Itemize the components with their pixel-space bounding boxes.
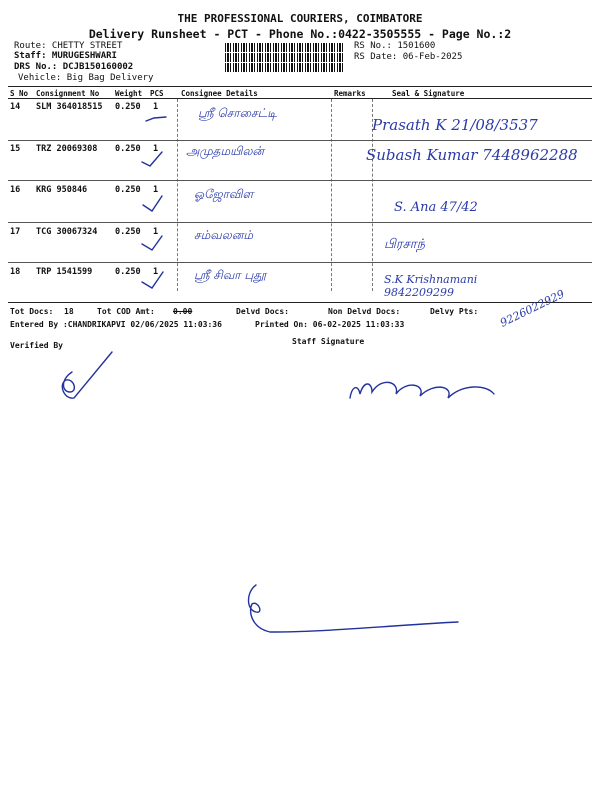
row-consignee-handwritten: சம்வலனம் [194, 228, 254, 242]
route-label: Route: CHETTY STREET [14, 41, 123, 51]
row-consignee-handwritten: ஸ்ரீ சொசைட்டி [198, 106, 277, 120]
row-weight: 0.250 [115, 185, 141, 195]
row-consignment: KRG 950846 [36, 185, 88, 195]
tick-mark [146, 117, 166, 121]
row-sno: 14 [10, 102, 21, 112]
staff-signature-label: Staff Signature [292, 337, 365, 346]
row-pcs: 1 [153, 102, 159, 112]
row-sno: 18 [10, 267, 21, 277]
row-weight: 0.250 [115, 102, 141, 112]
entered-by: Entered By :CHANDRIKAPVI 02/06/2025 11:03:36 [10, 320, 222, 329]
bottom-signature-scribble [249, 585, 459, 632]
tick-mark [142, 272, 163, 288]
tick-mark [143, 196, 162, 211]
delivery-points-label: Delvy Pts: [430, 307, 479, 316]
row-seal-signature: Subash Kumar 7448962288 [366, 146, 578, 164]
row-consignee-handwritten: ஸ்ரீ சிவா புதூ [194, 268, 266, 282]
row-consignee-handwritten: ஓஜோவிள [194, 187, 254, 201]
printed-on: Printed On: 06-02-2025 11:03:33 [255, 320, 405, 329]
row-pcs: 1 [153, 267, 159, 277]
col-header-remarks: Remarks [334, 89, 366, 98]
row-consignment: TRP 1541599 [36, 267, 93, 277]
total-docs-value: 18 [64, 307, 74, 316]
col-header-sno: S No [10, 89, 29, 98]
vehicle-label: Vehicle: Big Bag Delivery [18, 73, 154, 83]
rs-date: RS Date: 06-Feb-2025 [354, 52, 463, 62]
col-header-consignee: Consignee Details [181, 89, 258, 98]
total-docs-label: Tot Docs: [10, 307, 54, 316]
col-header-pcs: PCS [150, 89, 164, 98]
row-pcs: 1 [153, 227, 159, 237]
handwritten-phone: 9226022929 [498, 287, 567, 330]
company-name: THE PROFESSIONAL COURIERS, COIMBATORE [177, 12, 423, 25]
row-consignment: TCG 30067324 [36, 227, 98, 237]
row-sno: 15 [10, 144, 21, 154]
staff-signature-scribble [350, 382, 494, 398]
row-seal-signature: பிரசாந் [384, 237, 425, 252]
tick-mark [142, 152, 162, 166]
row-pcs: 1 [153, 185, 159, 195]
row-consignment: TRZ 20069308 [36, 144, 98, 154]
tick-mark [142, 236, 162, 250]
verified-by-signature [62, 352, 112, 398]
total-cod-value: 0.00 [173, 307, 193, 316]
col-header-weight: Weight [115, 89, 143, 98]
total-cod-label: Tot COD Amt: [97, 307, 155, 316]
row-consignee-handwritten: அமுதமயிலன் [186, 144, 265, 158]
row-weight: 0.250 [115, 267, 141, 277]
verified-by-label: Verified By [10, 341, 63, 350]
row-consignment: SLM 364018515 [36, 102, 103, 112]
row-seal-signature: S.K Krishnamani 9842209299 [384, 273, 478, 299]
runsheet-title: Delivery Runsheet - PCT - Phone No.:0422-3505555 - Page No.:2 [88, 27, 512, 41]
row-pcs: 1 [153, 144, 159, 154]
row-sno: 17 [10, 227, 21, 237]
rs-number: RS No.: 1501600 [354, 41, 436, 51]
row-seal-signature: S. Ana 47/42 [394, 200, 478, 215]
col-header-consignment: Consignment No [36, 89, 100, 98]
row-seal-signature: Prasath K 21/08/3537 [372, 116, 538, 134]
drs-number: DRS No.: DCJB150160002 [14, 62, 134, 72]
delivered-docs-label: Delvd Docs: [236, 307, 289, 316]
non-delivered-docs-label: Non Delvd Docs: [328, 307, 401, 316]
row-weight: 0.250 [115, 144, 141, 154]
staff-label: Staff: MURUGESHWARI [14, 51, 117, 61]
col-header-seal: Seal & Signature [392, 89, 465, 98]
row-sno: 16 [10, 185, 21, 195]
row-weight: 0.250 [115, 227, 141, 237]
